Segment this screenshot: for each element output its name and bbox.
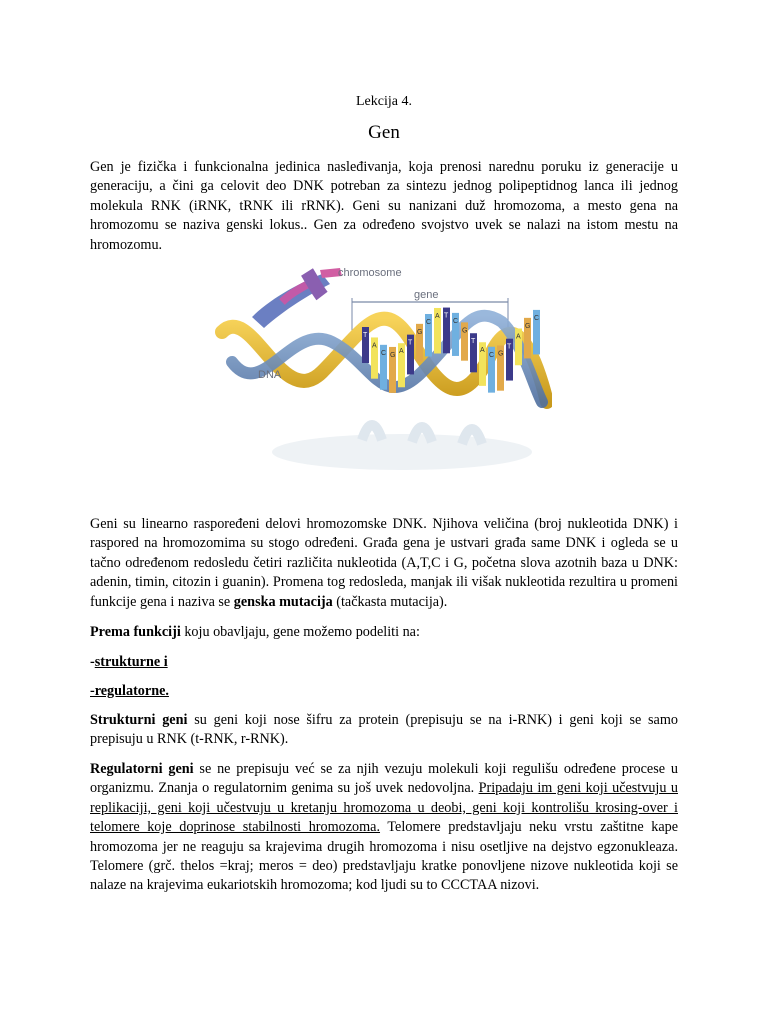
base-letter: T (408, 339, 413, 347)
gene-label: gene (414, 289, 439, 301)
regulatory-genes-label: -regulatorne. (90, 683, 169, 699)
function-intro-text: koju obavljaju, gene možemo podeliti na: (180, 624, 420, 640)
paragraph-structural-genes (90, 711, 678, 750)
paragraph-gene-structure (90, 515, 678, 612)
regulatory-genes-term: Regulatorni geni (90, 761, 194, 777)
base-letter: A (516, 333, 521, 341)
base-letter: C (381, 349, 387, 357)
base-letter: A (372, 342, 377, 350)
base-letter: G (525, 322, 531, 330)
base-letter: G (417, 328, 423, 336)
base-letter: T (471, 338, 476, 346)
chromosome-shape (252, 268, 342, 328)
base-letter: C (534, 314, 540, 322)
dna-chromosome-illustration (212, 262, 552, 477)
paragraph-gene-definition: Gen je fizička i funkcionalna jedinica nasleđivanja, koja prenosi narednu poruku iz generacije u generaciju, a čini ga celovit deo DNK potreban za sintezu jednog polipeptidnog lanca ili jednog molekula RNK (iRNK, tRNK ili rRNK). Geni su nanizani duž hromozoma, a mesto gena na hromozomu se naziva genski lokus.. Gen za određeno svojstvo uvek se nalazi na istom mestu na hromozomu. (90, 159, 678, 253)
list-item-regulatory (90, 682, 678, 701)
base-letter: G (462, 327, 468, 335)
base-letter: A (480, 347, 485, 355)
telomere-text: Telomere predstavljaju neku vrstu zaštitne kape hromozoma jer ne reaguju sa krajevima drugih hromozoma i nisu osetljive na dejstvo egzonukleaza. Telomere (grč. thelos =kraj; meros = deo) predstavljaju kratke ponovljene nizove nukleotida koji se nalaze na krajevima eukariotskih hromozoma; kod ljudi su to CCCTAA nizovi. (90, 819, 679, 894)
base-letter: G (498, 350, 504, 358)
base-letter: A (399, 348, 404, 356)
paragraph-function-intro (90, 623, 678, 642)
shadow (272, 434, 532, 470)
list-dash: - (90, 654, 95, 670)
chromosome-label: chromosome (338, 267, 402, 279)
gene-structure-text: Geni su linearno raspoređeni delovi hromozomske DNK. Njihova veličina (broj nukleotida DNK) i raspored na hromozomima su stogo određeni. Građa gena je ustvari građa same DNK i ogleda se u tačno određenom redosledu četiri različita nukleotida (A,T,C i G, početna slova azotnih baza u DNK: adenin, timin, citozin i guanin). Promena tog redosleda, manjak ili višak nukleotida rezultira u promeni funkcije gena i naziva se (90, 516, 678, 610)
base-letter: A (435, 312, 440, 320)
structural-genes-text: su geni koji nose šifru za protein (prepisuju se na i-RNK) i geni koji se samo prepisuju u RNK (t-RNK, r-RNK). (90, 712, 678, 748)
base-letter: T (507, 343, 512, 351)
function-term: Prema funkciji (90, 624, 181, 640)
base-letter: G (390, 351, 396, 359)
structural-genes-label: strukturne i (94, 654, 168, 670)
base-letter: C (426, 318, 432, 326)
dna-label: DNA (258, 369, 282, 381)
base-letter: T (363, 332, 368, 339)
list-item-structural (90, 653, 678, 672)
base-letter: T (444, 312, 449, 320)
regulatory-genes-underlined: Pripadaju im geni koji učestvuju u replikaciji, geni koji učestvuju u kretanju hromozoma u deobi, geni koji kontrolišu krosing-over i telomere koje doprinose stabilnosti hromozoma. (90, 780, 678, 836)
lesson-label: Lekcija 4. (356, 94, 412, 109)
dna-diagram (212, 262, 552, 477)
base-letter: C (453, 317, 459, 325)
paragraph-regulatory-genes (90, 760, 678, 896)
base-letter: C (489, 351, 495, 359)
gene-mutation-term: genska mutacija (233, 593, 333, 610)
gene-structure-tail: (tačkasta mutacija). (332, 593, 448, 610)
regulatory-genes-text: se ne prepisuju već se za njih vezuju molekuli koji regulišu određene procese u organizmu. Znanja o regulatornim genima su još uvek nedovoljna. (90, 761, 678, 797)
page-title: Gen (368, 122, 400, 143)
structural-genes-term: Strukturni geni (90, 712, 188, 728)
